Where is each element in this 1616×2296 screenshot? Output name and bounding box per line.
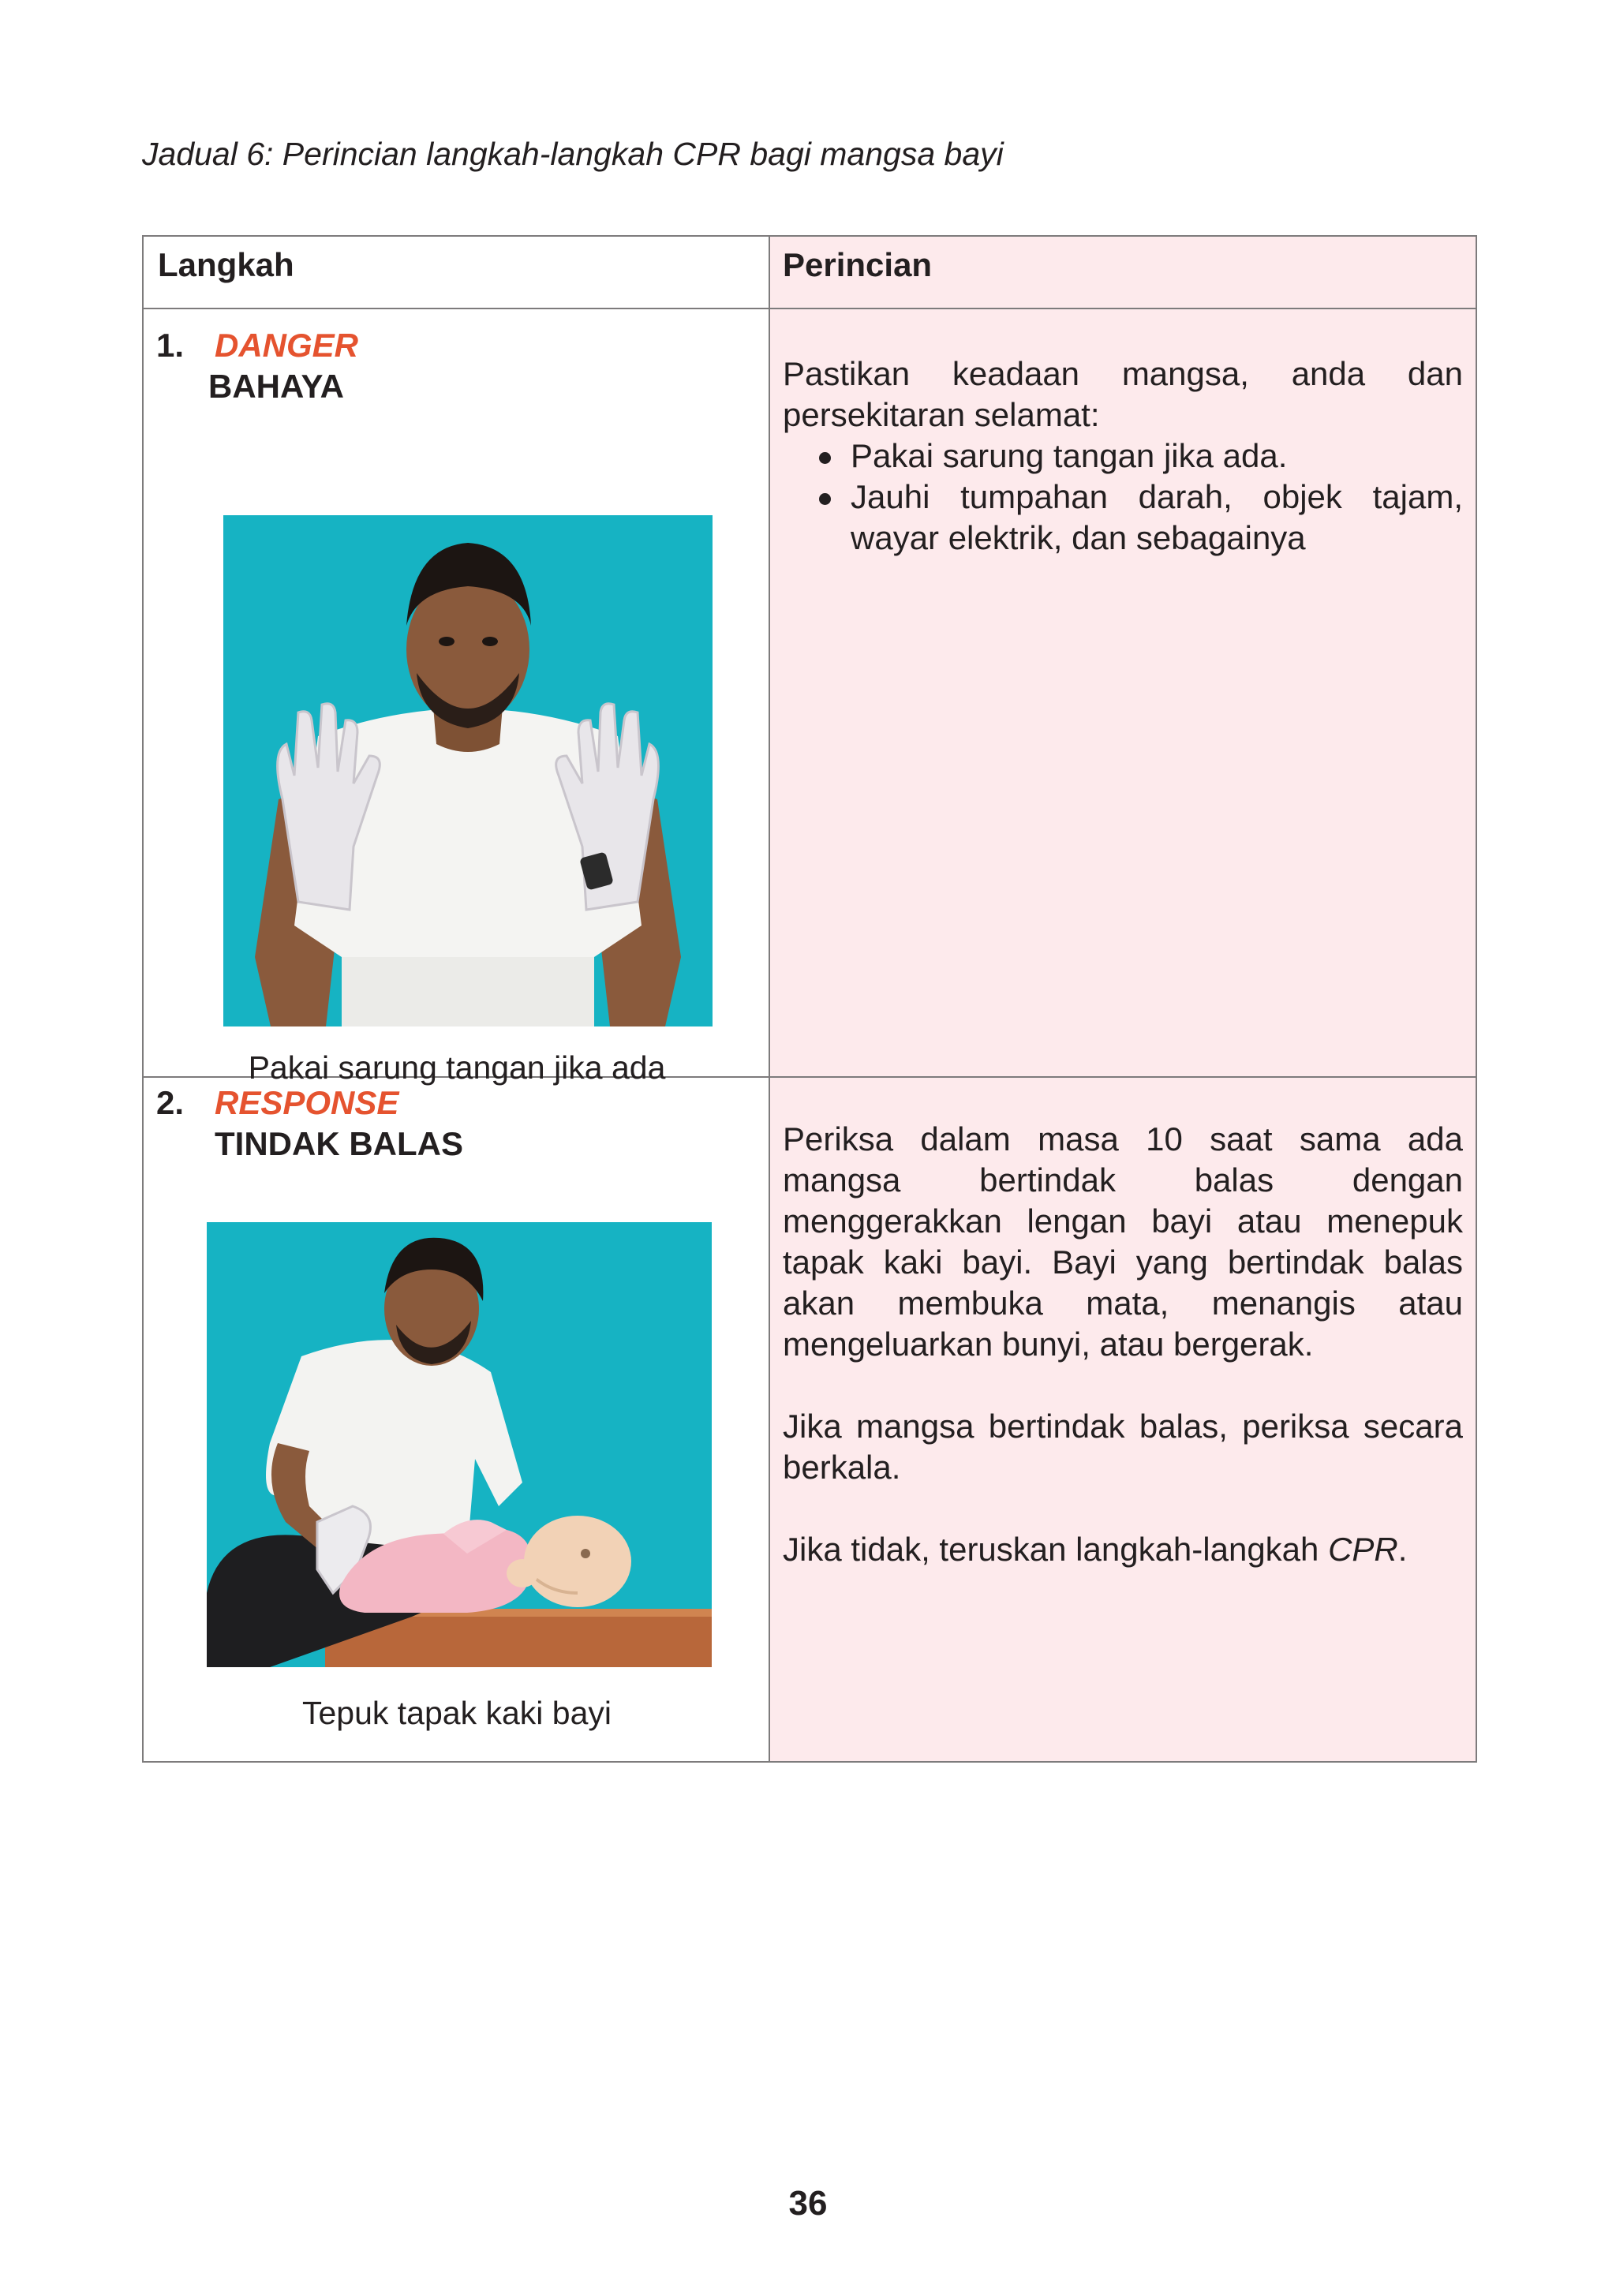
cpr-steps-table — [142, 235, 1477, 1763]
detail-bullet-list — [783, 436, 1463, 559]
table-row — [143, 1077, 1476, 1762]
photo-caption: Pakai sarung tangan jika ada — [248, 1049, 666, 1086]
step-title-malay: TINDAK BALAS — [215, 1125, 463, 1162]
photo-caption: Tepuk tapak kaki bayi — [301, 1695, 612, 1731]
list-item: Jauhi tumpahan darah, objek tajam, wayar elektrik, dan sebagainya — [851, 477, 1463, 559]
header-langkah: Langkah — [158, 246, 294, 283]
header-perincian: Perincian — [783, 246, 933, 283]
detail-text-italic: CPR — [1328, 1531, 1398, 1568]
step-number: 1. — [156, 327, 185, 364]
detail-intro: Pastikan keadaan mangsa, anda dan persekitaran selamat: — [783, 355, 1463, 433]
gloves-photo — [223, 515, 713, 1026]
header-cell-langkah — [143, 236, 769, 309]
page-number: 36 — [788, 2184, 828, 2223]
list-item: Pakai sarung tangan jika ada. — [851, 436, 1463, 477]
step-title-english: RESPONSE — [215, 1084, 399, 1121]
step-cell-danger — [143, 309, 769, 1086]
header-cell-perincian — [769, 236, 1476, 309]
step-number: 2. — [156, 1084, 185, 1121]
detail-paragraph: Periksa dalam masa 10 saat sama ada mangsa bertindak balas dengan menggerakkan lengan bayi atau menepuk tapak kaki bayi. Bayi yang bertindak balas akan membuka mata, menangis atau mengeluarkan bunyi, atau bergerak. — [783, 1120, 1463, 1363]
detail-paragraph — [783, 1529, 1463, 1570]
table-caption: Jadual 6: Perincian langkah-langkah CPR bagi mangsa bayi — [142, 136, 1004, 172]
baby-response-photo — [207, 1222, 712, 1667]
step-cell-response — [143, 1077, 769, 1762]
table-header-row — [143, 236, 1476, 309]
detail-cell-response — [769, 1077, 1476, 1762]
detail-text: . — [1397, 1531, 1408, 1568]
detail-cell-danger — [769, 309, 1476, 1077]
step-title-english: DANGER — [215, 327, 359, 364]
detail-paragraph: Jika mangsa bertindak balas, periksa secara berkala. — [783, 1408, 1463, 1486]
detail-text: Jika tidak, teruskan langkah-langkah — [783, 1531, 1329, 1568]
step-title-malay: BAHAYA — [208, 368, 344, 405]
table-row — [143, 309, 1476, 1077]
